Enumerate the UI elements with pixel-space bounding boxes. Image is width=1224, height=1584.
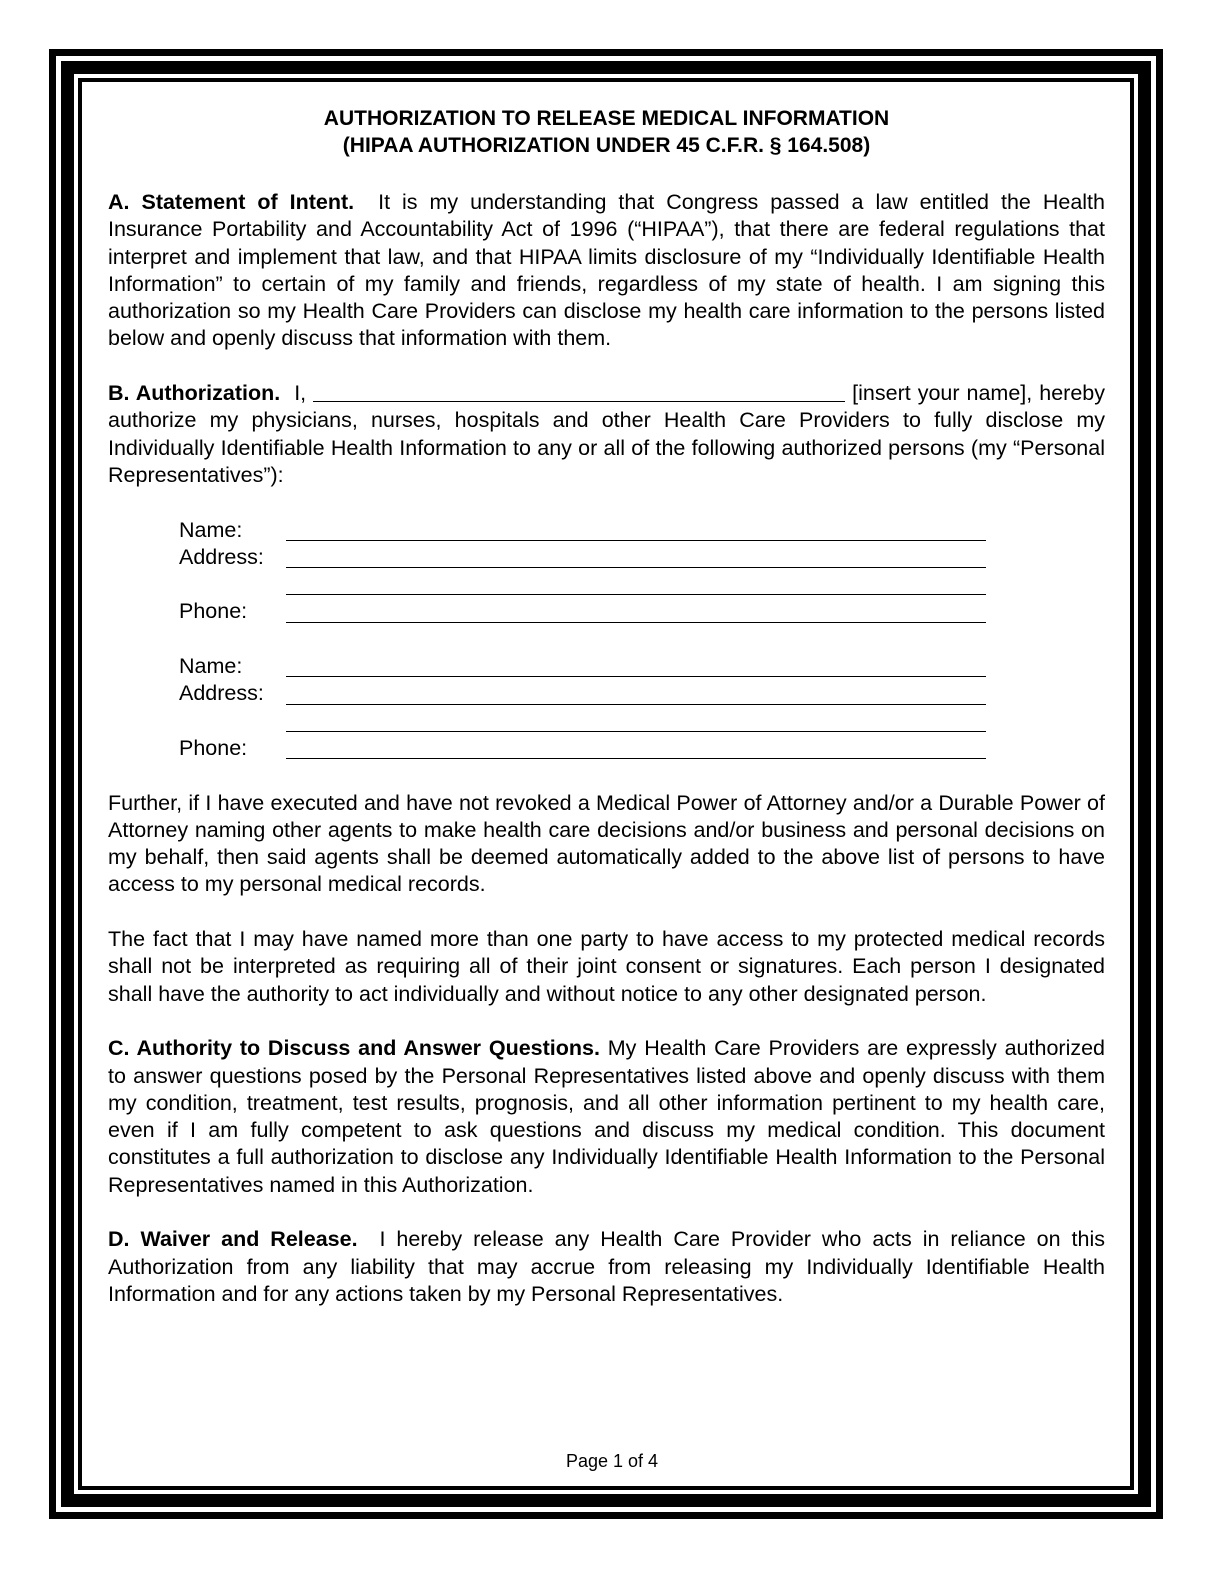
paragraph-further: Further, if I have executed and have not revoked a Medical Power of Attorney and/or a Durable Power of Attorney naming other agents to make health care decisions and/or business and personal decisions on my behalf, then said agents shall be deemed automatically added to the above list of persons to have access to my personal medical records. <box>108 790 1105 897</box>
section-a-heading: A. Statement of Intent. <box>108 190 355 214</box>
document-title <box>108 106 1105 159</box>
rep2-address-label: Address: <box>179 681 264 706</box>
name-hint: [insert your name], <box>852 381 1033 406</box>
section-c-text: My Health Care Providers are expressly authorized to answer questions posed by the Personal Representatives listed above and openly discuss with them my condition, treatment, test results, prognosis, and all other information pertinent to my health care, even if I am fully competent to ask questions and discuss my medical condition. This document constitutes a full authorization to disclose any Individually Identifiable Health Information to the Personal Representatives named in this Authorization. <box>108 1036 1106 1197</box>
section-d <box>108 1226 1105 1308</box>
section-c <box>108 1035 1105 1199</box>
section-a <box>108 189 1105 353</box>
rep2-phone-label: Phone: <box>179 735 248 760</box>
rep1-name-label: Name: <box>179 517 243 542</box>
rep2-phone-field[interactable] <box>286 738 986 759</box>
section-d-text: I hereby release any Health Care Provider who acts in reliance on this Authorization from any liability that may accrue from releasing my Individually Identifiable Health Information and for any actions taken by my Personal Representatives. <box>108 1227 1105 1306</box>
document-body <box>108 106 1105 1308</box>
rep2-name-field[interactable] <box>286 656 986 677</box>
representative-2 <box>179 653 1105 762</box>
rep1-address-field-1[interactable] <box>286 547 986 568</box>
section-d-heading: D. Waiver and Release. <box>108 1227 358 1252</box>
rep1-phone-field[interactable] <box>286 602 986 623</box>
paragraph-multiple-parties: The fact that I may have named more than one party to have access to my protected medical records shall not be interpreted as requiring all of their joint consent or signatures. Each person I designated shall have the authority to act individually and without notice to any other designated person. <box>108 927 1105 1006</box>
section-b-lead: I, <box>294 381 307 406</box>
section-b <box>108 380 1105 489</box>
rep1-address-field-2[interactable] <box>286 574 986 595</box>
representative-1 <box>179 517 1105 626</box>
rep2-name-label: Name: <box>179 654 243 679</box>
section-b-text: hereby authorize my physicians, nurses, hospitals and other Health Care Providers to fully disclose my Individually Identifiable Health Information to any or all of the following authorized persons (my “Personal Representatives”): <box>108 381 1105 487</box>
rep2-address-field-2[interactable] <box>286 711 986 732</box>
title-line-2: (HIPAA AUTHORIZATION UNDER 45 C.F.R. § 164.508) <box>342 133 871 157</box>
page-number: Page 1 of 4 <box>565 1451 659 1471</box>
title-line-1: AUTHORIZATION TO RELEASE MEDICAL INFORMATION <box>323 107 890 130</box>
rep1-name-field[interactable] <box>286 520 986 541</box>
rep2-address-field-1[interactable] <box>286 684 986 705</box>
your-name-field[interactable] <box>313 401 845 402</box>
rep1-address-label: Address: <box>179 544 264 569</box>
section-c-heading: C. Authority to Discuss and Answer Questions. <box>108 1036 600 1061</box>
rep1-phone-label: Phone: <box>179 599 248 624</box>
section-b-heading: B. Authorization. <box>108 381 281 406</box>
section-a-text: It is my understanding that Congress passed a law entitled the Health Insurance Portability and Accountability Act of 1996 (“HIPAA”), that there are federal regulations that interpret and implement that law, and that HIPAA limits disclosure of my “Individually Identifiable Health Information” to certain of my family and friends, regardless of my state of health. I am signing this authorization so my Health Care Providers can disclose my health care information to the persons listed below and openly discuss that information with them. <box>108 190 1105 351</box>
